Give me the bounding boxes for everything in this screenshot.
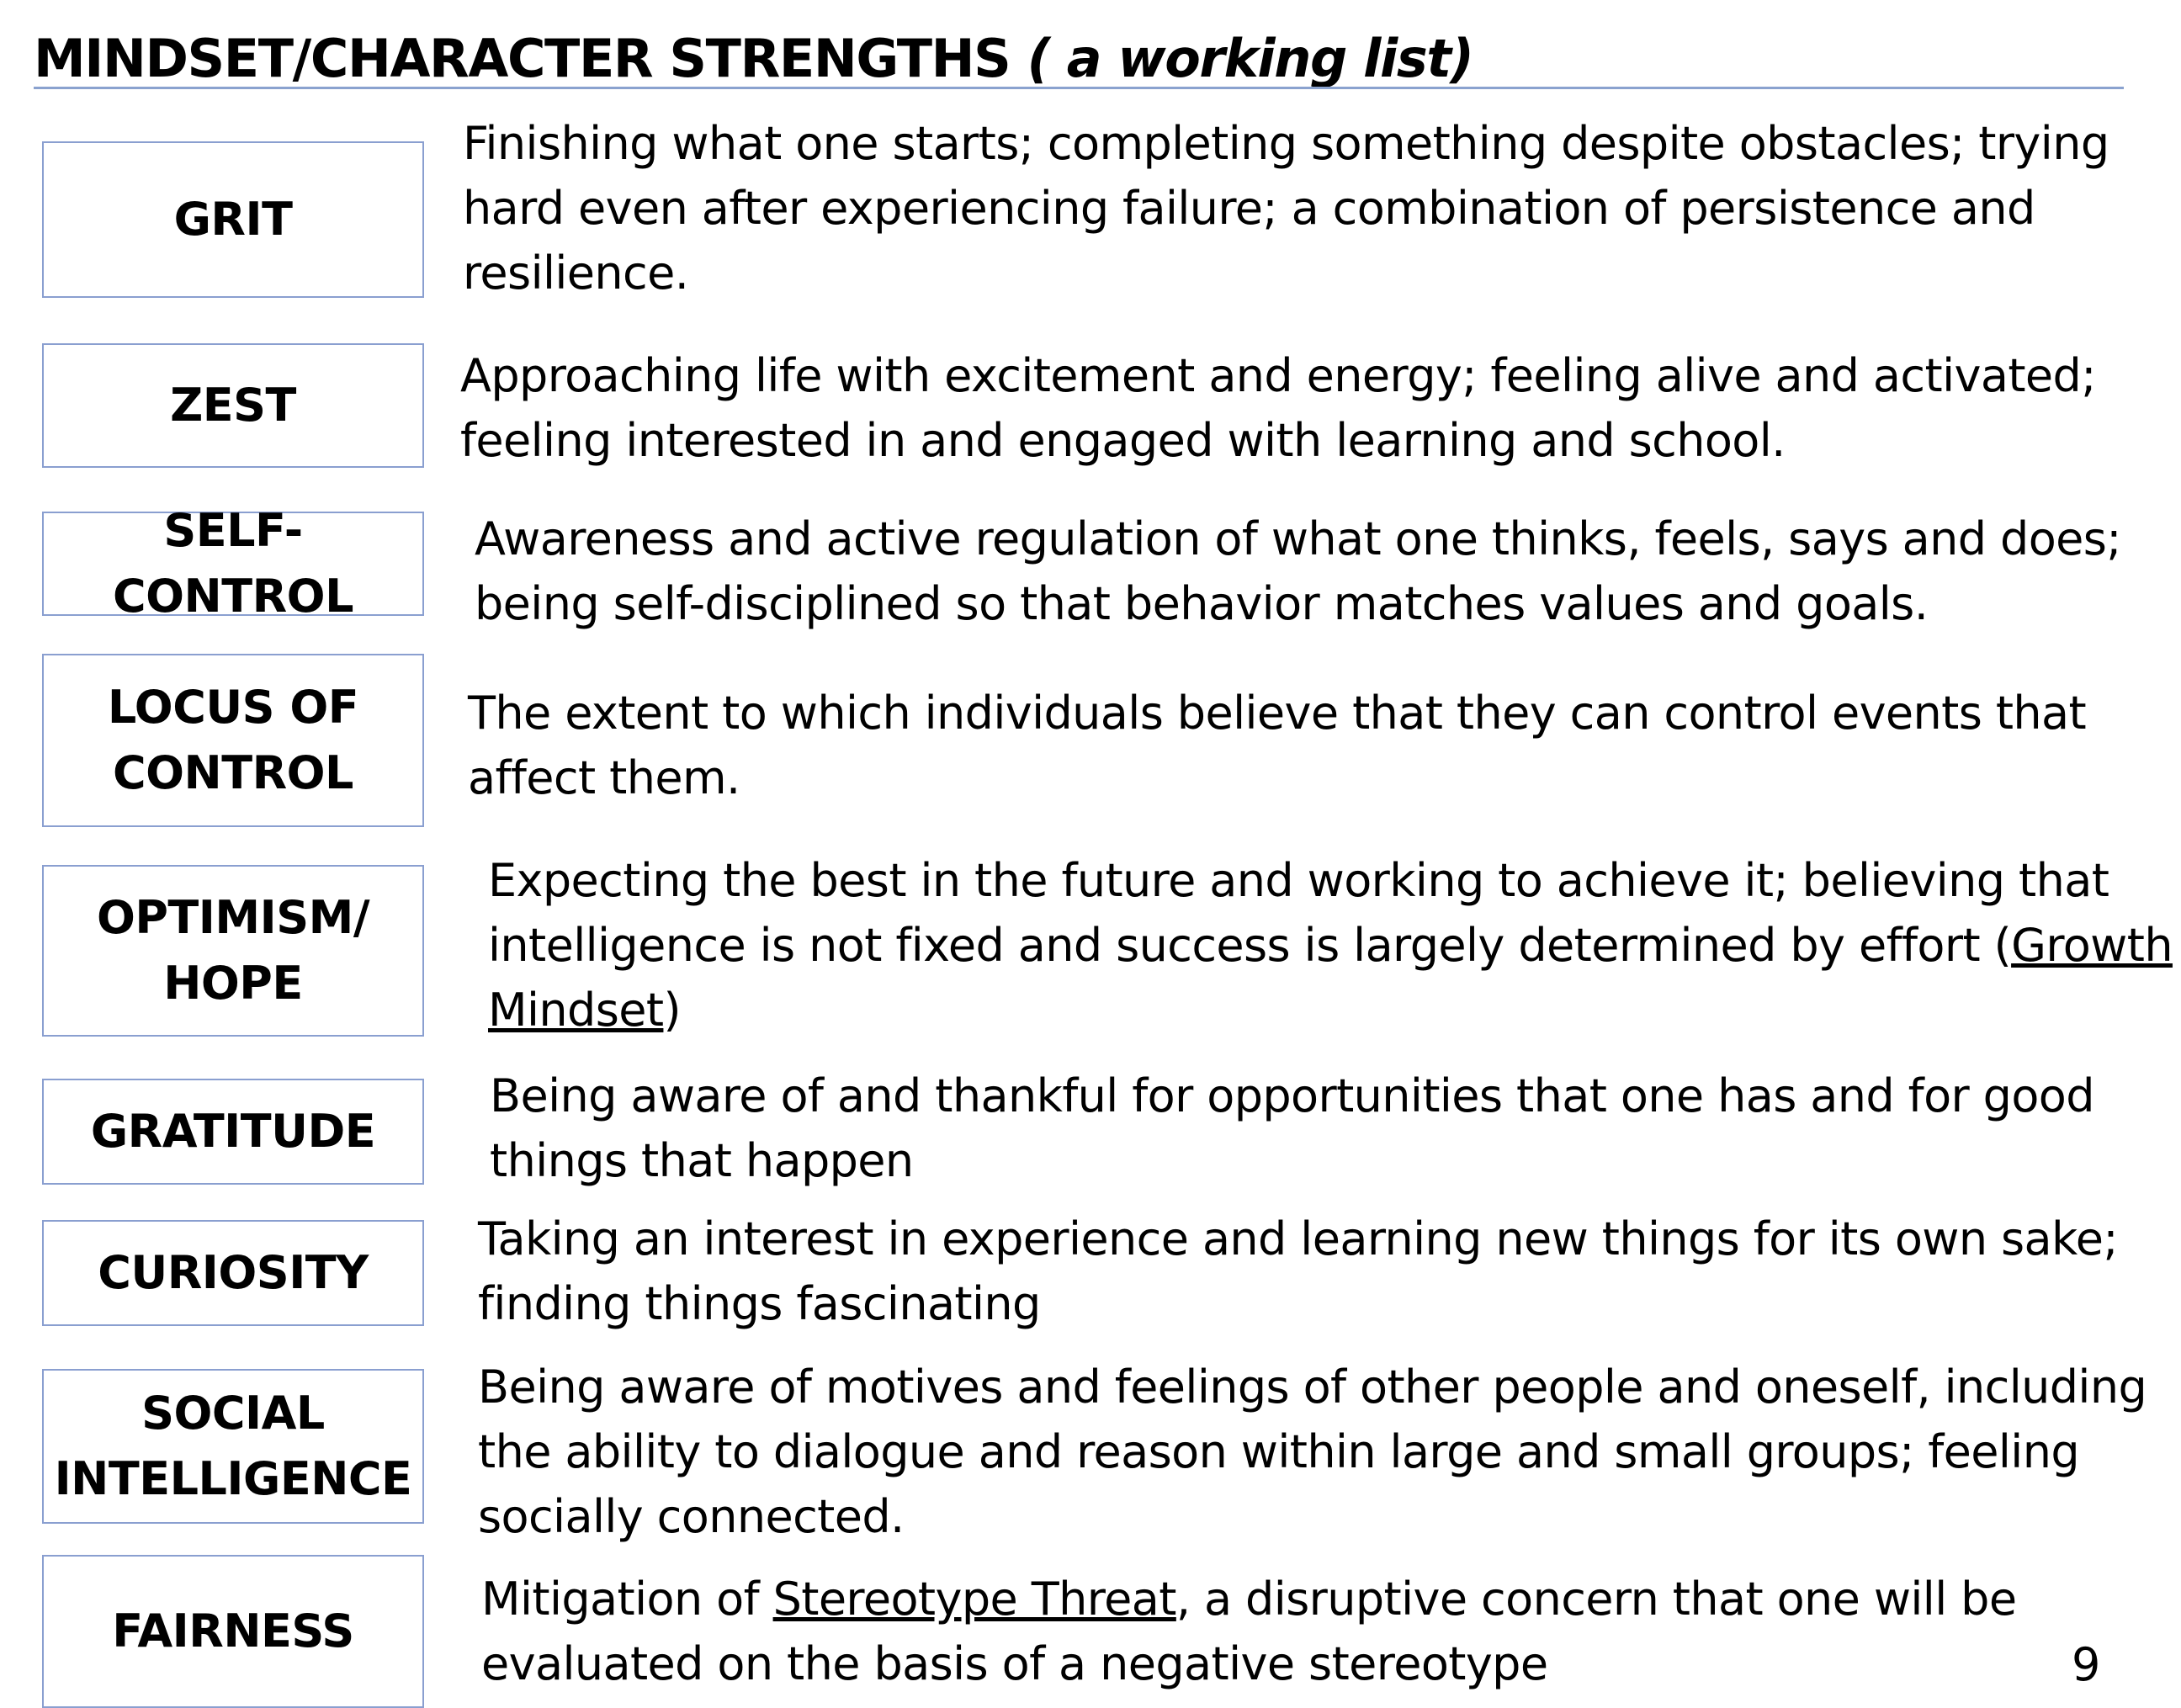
definition-text: Expecting the best in the future and working to achieve it; believing that intelligence is not fixed and success is largely determined by effort ( bbox=[488, 854, 2109, 972]
definition-grit: Finishing what one starts; completing something despite obstacles; trying hard even after experiencing failure; a combination of persistence and resilience. bbox=[463, 117, 2109, 300]
definition-social-intelligence: Being aware of motives and feelings of other people and oneself, including the ability to dialogue and reason within large and small groups; feeling socially connected. bbox=[478, 1361, 2147, 1543]
term-label-line-2: HOPE bbox=[163, 957, 303, 1010]
term-label: GRIT bbox=[173, 193, 293, 246]
term-box-optimism-hope bbox=[42, 865, 424, 1037]
definition-text-end: , a disruptive concern that one will be evaluated on the basis of a negative stereotype bbox=[481, 1573, 2017, 1690]
definition-gratitude: Being aware of and thankful for opportunities that one has and for good things that happen bbox=[490, 1069, 2094, 1187]
title-subtitle: ( a working list) bbox=[1027, 28, 1473, 89]
definition-text-end: ) bbox=[663, 984, 681, 1037]
page-number: 9 bbox=[2072, 1638, 2101, 1691]
term-label-line-1: LOCUS OF bbox=[107, 681, 359, 734]
term-box-curiosity bbox=[42, 1220, 424, 1326]
definition-zest: Approaching life with excitement and energy; feeling alive and activated; feeling interested in and engaged with learning and school. bbox=[460, 349, 2096, 467]
term-label-line-1: OPTIMISM/ bbox=[96, 891, 370, 944]
stereotype-threat-link[interactable]: Stereotype Threat bbox=[772, 1573, 1176, 1626]
term-box-zest bbox=[42, 343, 424, 468]
term-box-locus-of-control bbox=[42, 654, 424, 827]
definition-optimism-hope bbox=[488, 848, 2179, 1042]
term-label: FAIRNESS bbox=[112, 1605, 354, 1658]
growth-mindset-link[interactable]: Growth Mindset bbox=[488, 919, 2173, 1037]
term-box-grit bbox=[42, 141, 424, 298]
definition-curiosity: Taking an interest in experience and learning new things for its own sake; finding things fascinating bbox=[478, 1212, 2119, 1330]
term-label: SELF-CONTROL bbox=[113, 504, 353, 623]
term-label-line-2: CONTROL bbox=[113, 746, 353, 799]
term-label: ZEST bbox=[170, 379, 296, 432]
term-label-line-2: INTELLIGENCE bbox=[54, 1452, 412, 1505]
term-box-gratitude bbox=[42, 1079, 424, 1185]
term-box-self-control bbox=[42, 504, 424, 623]
term-label: CURIOSITY bbox=[98, 1246, 369, 1299]
title-main: MINDSET/CHARACTER STRENGTHS bbox=[34, 28, 1011, 89]
term-label-line-1: SOCIAL bbox=[141, 1387, 325, 1440]
definition-text: Mitigation of bbox=[481, 1573, 773, 1626]
definition-self-control: Awareness and active regulation of what one thinks, feels, says and does; being self-disciplined so that behavior matches values and goals. bbox=[475, 512, 2121, 630]
term-label: GRATITUDE bbox=[90, 1105, 376, 1158]
term-box-fairness bbox=[42, 1555, 424, 1708]
definition-locus-of-control: The extent to which individuals believe that they can control events that affect them. bbox=[468, 687, 2087, 804]
term-box-social-intelligence bbox=[42, 1369, 424, 1524]
definition-fairness bbox=[481, 1567, 2173, 1696]
title-underline bbox=[34, 87, 2124, 89]
page-title bbox=[34, 29, 1473, 88]
